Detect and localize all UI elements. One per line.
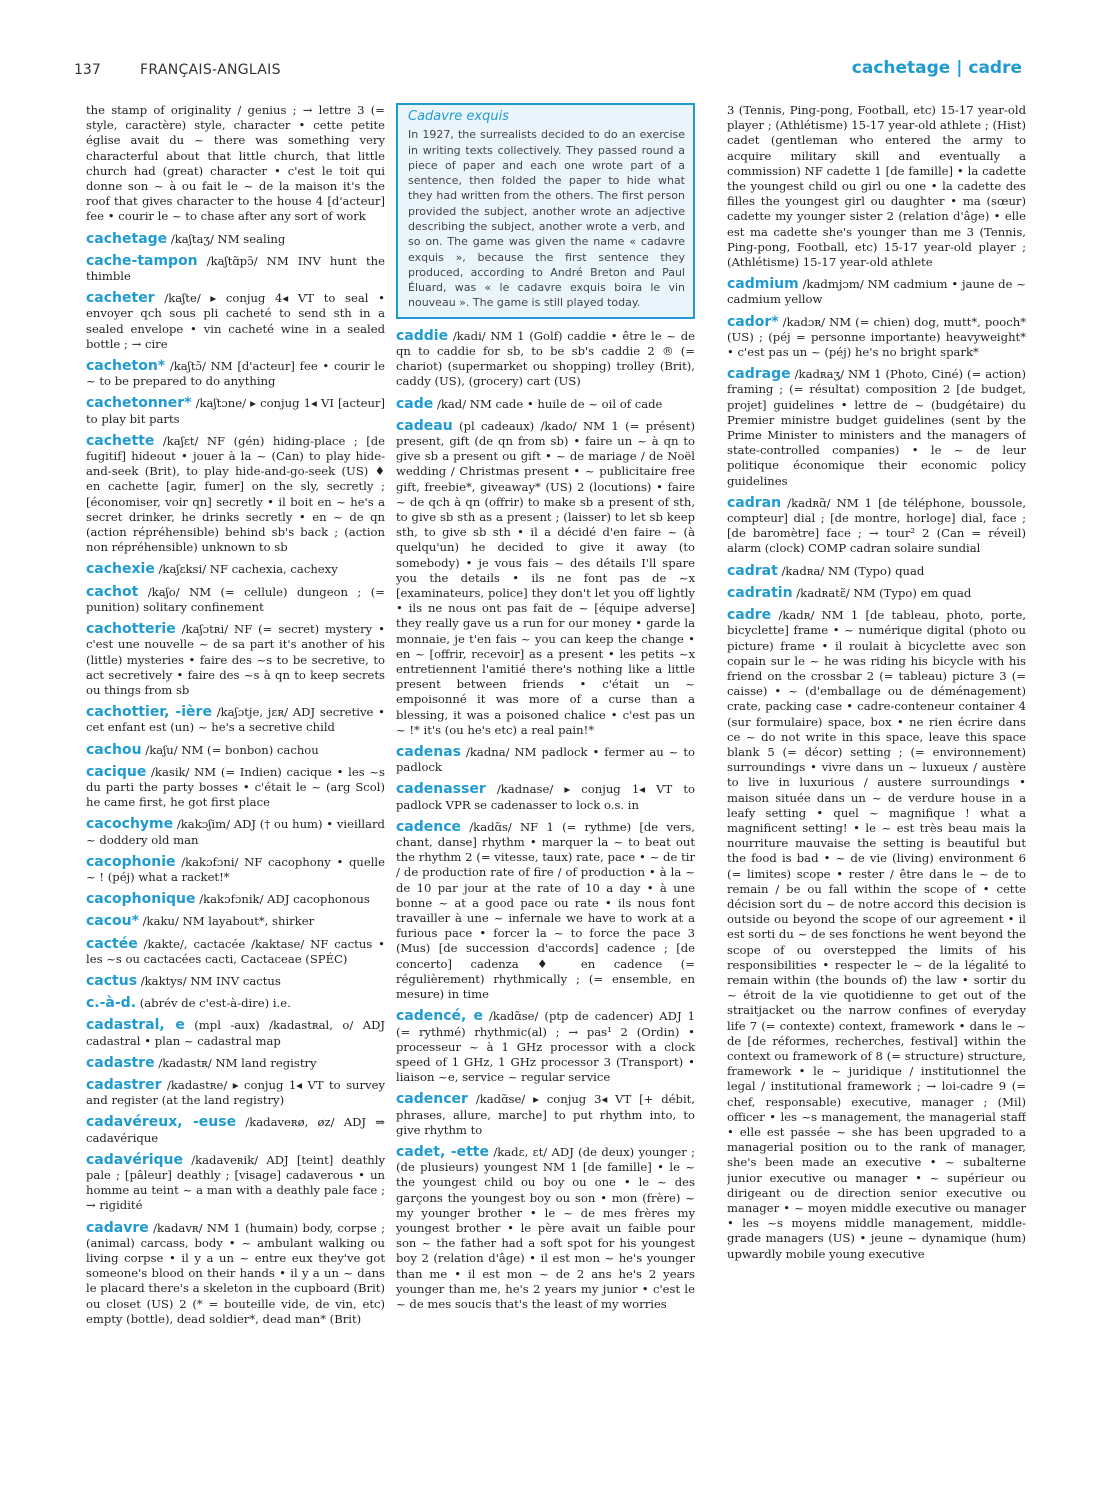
definition: /kadʀa/ NM (Typo) quad bbox=[781, 563, 925, 578]
headword: cachette bbox=[86, 432, 155, 449]
headword: caddie bbox=[396, 327, 449, 344]
definition: /kakɔfɔni/ NF cacophony • quelle ~ ! (péj) what a racket!* bbox=[86, 854, 385, 884]
definition: /kadɑ̃se/ (ptp de cadencer) ADJ 1 (= rythmé) rhythmic(al) ; → pas¹ 2 (Ordin) • processeur ~ à 1 GHz processor with a clock speed of 1 GHz, 1 GHz processor 3 (Transport) • liaison ~e, service ~ regular service bbox=[396, 1009, 695, 1085]
definition: /kaʃtɑ̃pɔ̃/ NM INV hunt the thimble bbox=[86, 253, 385, 284]
dictionary-entry bbox=[727, 367, 1026, 489]
dictionary-entry bbox=[86, 585, 385, 615]
continuation-text: the stamp of originality / genius ; → lettre 3 (= style, caractère) style, character • cette petite église avait du ~ there was something very characterful about that little church, that little church had (great) character • c'est le toit qui donne son ~ à ou fait le ~ de la maison it's the roof that gives character to the house 4 [d'acteur] fee • courir le ~ to chase after any sort of work bbox=[86, 103, 385, 224]
column-2 bbox=[396, 103, 695, 1423]
headword: cachetonner* bbox=[86, 395, 192, 412]
definition: /kadɔʀ/ NM (= chien) dog, mutt*, pooch* (US) ; (péj = personne importante) heavyweight* • c'est pas un ~ (péj) he's no bright spark* bbox=[727, 314, 1026, 360]
definition: /kakɔfɔnik/ ADJ cacophonous bbox=[199, 892, 370, 907]
headword: cacochyme bbox=[86, 816, 174, 833]
headword: cadre bbox=[727, 607, 772, 624]
definition: /kadastʀe/ ▸ conjug 1◂ VT to survey and register (at the land registry) bbox=[86, 1077, 385, 1108]
dictionary-entry bbox=[86, 855, 385, 885]
headword: cachotterie bbox=[86, 621, 176, 638]
headword: cadavre bbox=[86, 1219, 149, 1236]
definition: /kaʃu/ NM (= bonbon) cachou bbox=[145, 742, 319, 757]
guide-words: cachetage | cadre bbox=[851, 58, 1022, 78]
definition: /kaʃɛt/ NF (gén) hiding-place ; [de fugitif] hideout • jouer à la ~ (Can) to play hide-and-seek (Brit), to play hide-and-go-seek (US) ♦ en cachette [agir, fumer] on the sly, secretly ; [économiser, voir qn] secretly • il boit en ~ he's a secret drinker, he drinks secretly • en ~ de qn (action répréhensible) behind sb's back ; (action non répréhensible) unknown to sb bbox=[86, 433, 385, 555]
definition: /kaʃtɔ̃/ NM [d'acteur] fee • courir le ~ to be prepared to do anything bbox=[86, 359, 385, 389]
dictionary-entry bbox=[396, 329, 695, 390]
headword: cachou bbox=[86, 741, 142, 758]
dictionary-entry bbox=[727, 315, 1026, 361]
dictionary-entry bbox=[86, 1056, 385, 1071]
dictionary-entry bbox=[86, 622, 385, 698]
definition: /kaktys/ NM INV cactus bbox=[140, 973, 281, 988]
definition: /kadɑ̃se/ ▸ conjug 3◂ VT [+ débit, phrases, allure, marche] to put rhythm into, to give rhythm to bbox=[396, 1092, 695, 1137]
definition: /kadaveʀø, øz/ ADJ ⇒ cadavérique bbox=[86, 1115, 385, 1145]
headword: cachetage bbox=[86, 230, 168, 247]
dictionary-entry bbox=[86, 291, 385, 352]
headword: cachot bbox=[86, 583, 139, 600]
dictionary-entry bbox=[727, 103, 1026, 270]
dictionary-entry bbox=[86, 1078, 385, 1108]
definition: (abrév de c'est-à-dire) i.e. bbox=[139, 996, 291, 1011]
headword: cadavéreux, -euse bbox=[86, 1114, 237, 1131]
definition: /kadi/ NM 1 (Golf) caddie • être le ~ de qn to caddie for sb, to be sb's caddie 2 ® (= chariot) (supermarket ou shopping) trolley (Brit), caddy (US), (grocery) cart (US) bbox=[396, 328, 695, 389]
headword: cadavérique bbox=[86, 1151, 184, 1168]
dictionary-entry bbox=[727, 564, 1026, 579]
column-1 bbox=[86, 103, 385, 1423]
definition: /kadɑ̃s/ NF 1 (= rythme) [de vers, chant, danse] rhythm • marquer la ~ to beat out the rhythm 2 (= vitesse, taux) rate, pace • ~ de tir / de production rate of fire / of production • à la ~ de 10 par jour at the rate of 10 a day • à une bonne ~ at a good pace ou rate • ils nous font travailler à une ~ infernale we have to work at a furious pace • forcer la ~ to force the pace 3 (Mus) [de succession d'accords] cadence ; [de concerto] cadenza ♦ en cadence (= régulièrement) rhythmically ; (= ensemble, en mesure) in time bbox=[396, 819, 695, 1002]
dictionary-entry bbox=[86, 1018, 385, 1048]
column-3 bbox=[727, 103, 1026, 1423]
headword: cachexie bbox=[86, 561, 155, 578]
definition: /kaʃɔtʀi/ NF (= secret) mystery • c'est une nouvelle ~ de sa part it's another of his (little) mysteries • faire des ~s to be secretive, to act secretively • faire des ~s à qn to keep secrets ou things from sb bbox=[86, 622, 385, 697]
definition: /kadaveʀik/ ADJ [teint] deathly pale ; [pâleur] deathly ; [visage] cadaverous • un homme au teint ~ a man with a deathly pale face ; → rigidité bbox=[86, 1152, 385, 1213]
dictionary-entry bbox=[396, 1145, 695, 1312]
headword: cadastral, e bbox=[86, 1017, 185, 1034]
dictionary-entry bbox=[396, 782, 695, 812]
definition: /kaʃtɔne/ ▸ conjug 1◂ VI [acteur] to play bit parts bbox=[86, 396, 385, 426]
definition: /kadastʀ/ NM land registry bbox=[158, 1055, 317, 1070]
headword: cacheter bbox=[86, 290, 155, 307]
dictionary-entry bbox=[86, 254, 385, 284]
headword: cadencé, e bbox=[396, 1008, 484, 1025]
headword: cactée bbox=[86, 935, 138, 952]
dictionary-entry bbox=[86, 396, 385, 426]
entry-list bbox=[396, 329, 695, 1312]
dictionary-entry bbox=[396, 1009, 695, 1085]
page-number: 137 bbox=[74, 62, 101, 78]
cultural-note-box bbox=[396, 103, 695, 319]
definition: /kasik/ NM (= Indien) cacique • les ~s du parti the party bosses • c'était le ~ (arg Scol) he came first, he got first place bbox=[86, 764, 385, 810]
headword: cactus bbox=[86, 972, 138, 989]
note-title: Cadavre exquis bbox=[408, 109, 509, 124]
definition: /kakɔʃim/ ADJ († ou hum) • vieillard ~ doddery old man bbox=[86, 817, 385, 847]
headword: cadmium bbox=[727, 276, 799, 293]
headword: cadeau bbox=[396, 417, 453, 434]
dictionary-entry bbox=[86, 743, 385, 758]
headword: cache-tampon bbox=[86, 252, 198, 269]
definition: /kaku/ NM layabout*, shirker bbox=[142, 914, 315, 929]
dictionary-entry bbox=[86, 705, 385, 735]
headword: cacique bbox=[86, 763, 147, 780]
headword: cade bbox=[396, 395, 434, 412]
dictionary-entry bbox=[86, 892, 385, 907]
dictionary-entry bbox=[727, 586, 1026, 601]
dictionary-entry bbox=[727, 608, 1026, 1262]
headword: cadratin bbox=[727, 584, 793, 601]
headword: cadrat bbox=[727, 562, 778, 579]
headword: cacophonique bbox=[86, 891, 196, 908]
dictionary-entry bbox=[86, 1153, 385, 1214]
definition: /kakte/, cactacée /kaktase/ NF cactus • les ~s ou cactacées cacti, Cactaceae (SPÉC) bbox=[86, 936, 385, 966]
dictionary-entry bbox=[86, 562, 385, 577]
page-header bbox=[74, 58, 1022, 88]
dictionary-entry bbox=[396, 1092, 695, 1138]
definition: /kad/ NM cade • huile de ~ oil of cade bbox=[436, 396, 663, 411]
dictionary-entry bbox=[727, 277, 1026, 307]
dictionary-entry bbox=[396, 397, 695, 412]
headword: cadastre bbox=[86, 1054, 155, 1071]
dictionary-entry bbox=[86, 765, 385, 811]
dictionary-entry bbox=[86, 817, 385, 847]
dictionary-entry bbox=[86, 359, 385, 389]
dictionary-entry bbox=[86, 434, 385, 556]
note-body: In 1927, the surrealists decided to do an exercise in writing texts collectively. They passed round a piece of paper and each one wrote part of a sentence, then folded the paper to hide what they had written from the others. The first person provided the subject, another wrote an adjective describing the subject, another wrote a verb, and so on. The game was given the name « cadavre exquis », because the first sentence they produced, according to André Breton and Paul Éluard, was « le cadavre exquis boira le vin nouveau ». The game is still played today. bbox=[408, 128, 685, 310]
dictionary-entry bbox=[86, 232, 385, 247]
headword: cadrage bbox=[727, 366, 791, 383]
dictionary-entry bbox=[396, 419, 695, 738]
headword: cadran bbox=[727, 494, 782, 511]
headword: cador* bbox=[727, 313, 779, 330]
definition: 3 (Tennis, Ping-pong, Football, etc) 15-17 year-old player ; (Athlétisme) 15-17 year-old athlete ; (Hist) cadet (gentleman who entered the army to acquire military skill and eventually a commission) NF cadette 1 [de famille] • la cadette the youngest child ou girl ou one • la cadette des filles the youngest girl ou daughter • ma (sœur) cadette my younger sister 2 (relation d'âge) • elle est ma cadette she's younger than me 3 (Tennis, Ping-pong, Football, etc) 15-17 year-old player ; (Athlétisme) 15-17 year-old athlete bbox=[727, 103, 1026, 270]
definition: /kadna/ NM padlock • fermer au ~ to padlock bbox=[396, 745, 695, 775]
definition: /kaʃte/ ▸ conjug 4◂ VT to seal • envoyer qch sous pli cacheté to send sth in a sealed envelope • vin cacheté wine in a sealed bottle ; → cire bbox=[86, 291, 385, 351]
headword: cachottier, -ière bbox=[86, 704, 212, 721]
definition: /kaʃɔtje, jɛʀ/ ADJ secretive • cet enfant est (un) ~ he's a secretive child bbox=[86, 705, 385, 735]
definition: /kadmjɔm/ NM cadmium • jaune de ~ cadmium yellow bbox=[727, 277, 1026, 307]
definition: /kadavʀ/ NM 1 (humain) body, corpse ; (animal) carcass, body • ~ ambulant walking ou living corpse • il y a un ~ entre eux they've got someone's blood on their hands • il y a un ~ dans le placard there's a skeleton in the cupboard (Brit) ou closet (US) 2 (* = bouteille vide, de vin, etc) empty (bottle), dead soldier*, dead man* (Brit) bbox=[86, 1220, 385, 1326]
headword: c.-à-d. bbox=[86, 995, 137, 1012]
headword: cadencer bbox=[396, 1091, 468, 1108]
definition: /kadʀaʒ/ NM 1 (Photo, Ciné) (= action) framing ; (= résultat) composition 2 [de budget, projet] guidelines • lettre de ~ (budgétaire) du Premier ministre budget guidelines (sent by the Prime Minister to ministers and the managers of state-controlled companies) • le ~ de leur politique économique their economic policy guidelines bbox=[727, 367, 1026, 488]
section-title: FRANÇAIS-ANGLAIS bbox=[140, 62, 281, 78]
headword: cacou* bbox=[86, 913, 139, 930]
headword: cadenas bbox=[396, 744, 462, 761]
definition: /kaʃɛksi/ NF cachexia, cachexy bbox=[158, 562, 338, 577]
headword: cacheton* bbox=[86, 358, 166, 375]
dictionary-entry bbox=[727, 496, 1026, 557]
headword: cadastrer bbox=[86, 1076, 162, 1093]
headword: cacophonie bbox=[86, 853, 176, 870]
dictionary-entry bbox=[86, 1221, 385, 1327]
definition: /kadʀɑ̃/ NM 1 [de téléphone, boussole, compteur] dial ; [de montre, horloge] dial, face ; [de baromètre] face ; → tour² 2 (Can = réveil) alarm (clock) COMP cadran solaire sundial bbox=[727, 495, 1026, 556]
headword: cadenasser bbox=[396, 781, 486, 798]
definition: /kadɛ, ɛt/ ADJ (de deux) younger ; (de plusieurs) youngest NM 1 [de famille] • le ~ the youngest child ou boy ou one • le ~ des garçons the youngest boy ou son • mon (frère) ~ my younger brother • le ~ de mes frères my youngest brother • le père avait un faible pour son ~ the father had a soft spot for his youngest boy 2 (relation d'âge) • il est mon ~ he's younger than me • il est mon ~ de 2 ans he's 2 years younger than me, he's 2 years my junior • c'est le ~ de mes soucis that's the least of my worries bbox=[396, 1144, 695, 1311]
definition: /kadnase/ ▸ conjug 1◂ VT to padlock VPR se cadenasser to lock o.s. in bbox=[396, 782, 695, 812]
definition: (mpl -aux) /kadastʀal, o/ ADJ cadastral • plan ~ cadastral map bbox=[86, 1018, 385, 1048]
dictionary-entry bbox=[86, 974, 385, 989]
dictionary-entry bbox=[86, 1115, 385, 1145]
definition: (pl cadeaux) /kado/ NM 1 (= présent) present, gift (de qn from sb) • faire un ~ à qn to give sb a present ou gift • ~ de mariage / de Noël wedding / Christmas present • ~ publicitaire free gift, freebie*, giveaway* (US) 2 (locutions) • faire ~ de qch à qn (offrir) to make sb a present of sth, to give sb sth as a present ; (laisser) to let sb keep sth, to give sb sth • il a décidé d'en faire ~ (à quelqu'un) he decided to give it away (to somebody) • je vous fais ~ des détails I'll spare you the details • ils ne font pas de ~x [examinateurs, police] they don't let you off lightly • ils ne nous ont pas fait de ~ [équipe adverse] they really gave us a run for our money • garde la monnaie, je t'en fais ~ you can keep the change • en ~ [offrir, recevoir] as a present • les petits ~x entretiennent l'amitié there's nothing like a little present between friends • c'était un ~ empoisonné it was more of a curse than a blessing, it was a poisoned chalice • c'est pas un ~ !* it's (ou he's etc) a real pain!* bbox=[396, 418, 695, 737]
dictionary-entry bbox=[396, 820, 695, 1002]
definition: /kaʃtaʒ/ NM sealing bbox=[170, 231, 286, 246]
definition: /kaʃo/ NM (= cellule) dungeon ; (= punition) solitary confinement bbox=[86, 584, 385, 614]
definition: /kadʀatɛ̃/ NM (Typo) em quad bbox=[796, 585, 972, 600]
headword: cadence bbox=[396, 818, 462, 835]
dictionary-entry bbox=[396, 745, 695, 775]
headword: cadet, -ette bbox=[396, 1143, 489, 1160]
dictionary-entry bbox=[86, 937, 385, 967]
dictionary-entry bbox=[86, 996, 385, 1011]
definition: /kadʀ/ NM 1 [de tableau, photo, porte, bicyclette] frame • ~ numérique digital (photo ou picture) frame • il roulait à bicyclette avec son copain sur le ~ he was riding his bicycle with his friend on the crossbar 2 (= tableau) picture 3 (= caisse) • ~ (d'emballage ou de déménagement) crate, packing case • cadre-conteneur container 4 (sur formulaire) space, box • ne rien écrire dans ce ~ do not write in this space, leave this space blank 5 (= décor) setting ; (= environnement) surroundings • vivre dans un ~ luxueux / austère to live in luxurious / austere surroundings • maison située dans un ~ de verdure house in a leafy setting • quel ~ magnifique ! what a magnificent setting! • le ~ est très beau mais la nourriture mauvaise the setting is beautiful but the food is bad • ~ de vie (living) environment 6 (= limites) scope • rester / être dans le ~ de to remain / be ou fall within the scope of • cette décision sort du ~ de notre accord this decision is outside ou beyond the scope of our agreement • il est sorti du ~ de ses fonctions he went beyond the scope of ou overstepped the limits of his responsibilities • respecter le ~ de la légalité to remain within (the bounds of) the law • sortir du ~ étroit de la vie quotidienne to get out of the straitjacket ou the narrow confines of everyday life 7 (= contexte) context, framework • dans le ~ de [de réformes, recherches, festival] within the context ou framework of 8 (= structure) structure, framework • le ~ juridique / institutionnel the legal / institutional framework ; → loi-cadre 9 (= chef, responsable) executive, manager ; (Mil) officer • les ~s management, the managerial staff • elle est passée ~ she has been upgraded to a managerial position ou to the rank of manager, she's been made an executive • ~ subalterne junior executive ou manager • ~ supérieur ou dirigeant ou de direction senior executive ou manager • ~ moyen middle executive ou manager • les ~s moyens middle management, middle-grade managers (US) • jeune ~ dynamique (hum) upwardly mobile young executive bbox=[727, 608, 1026, 1261]
entry-list bbox=[86, 232, 385, 1327]
dictionary-entry bbox=[86, 914, 385, 929]
entry-list bbox=[727, 103, 1026, 1262]
